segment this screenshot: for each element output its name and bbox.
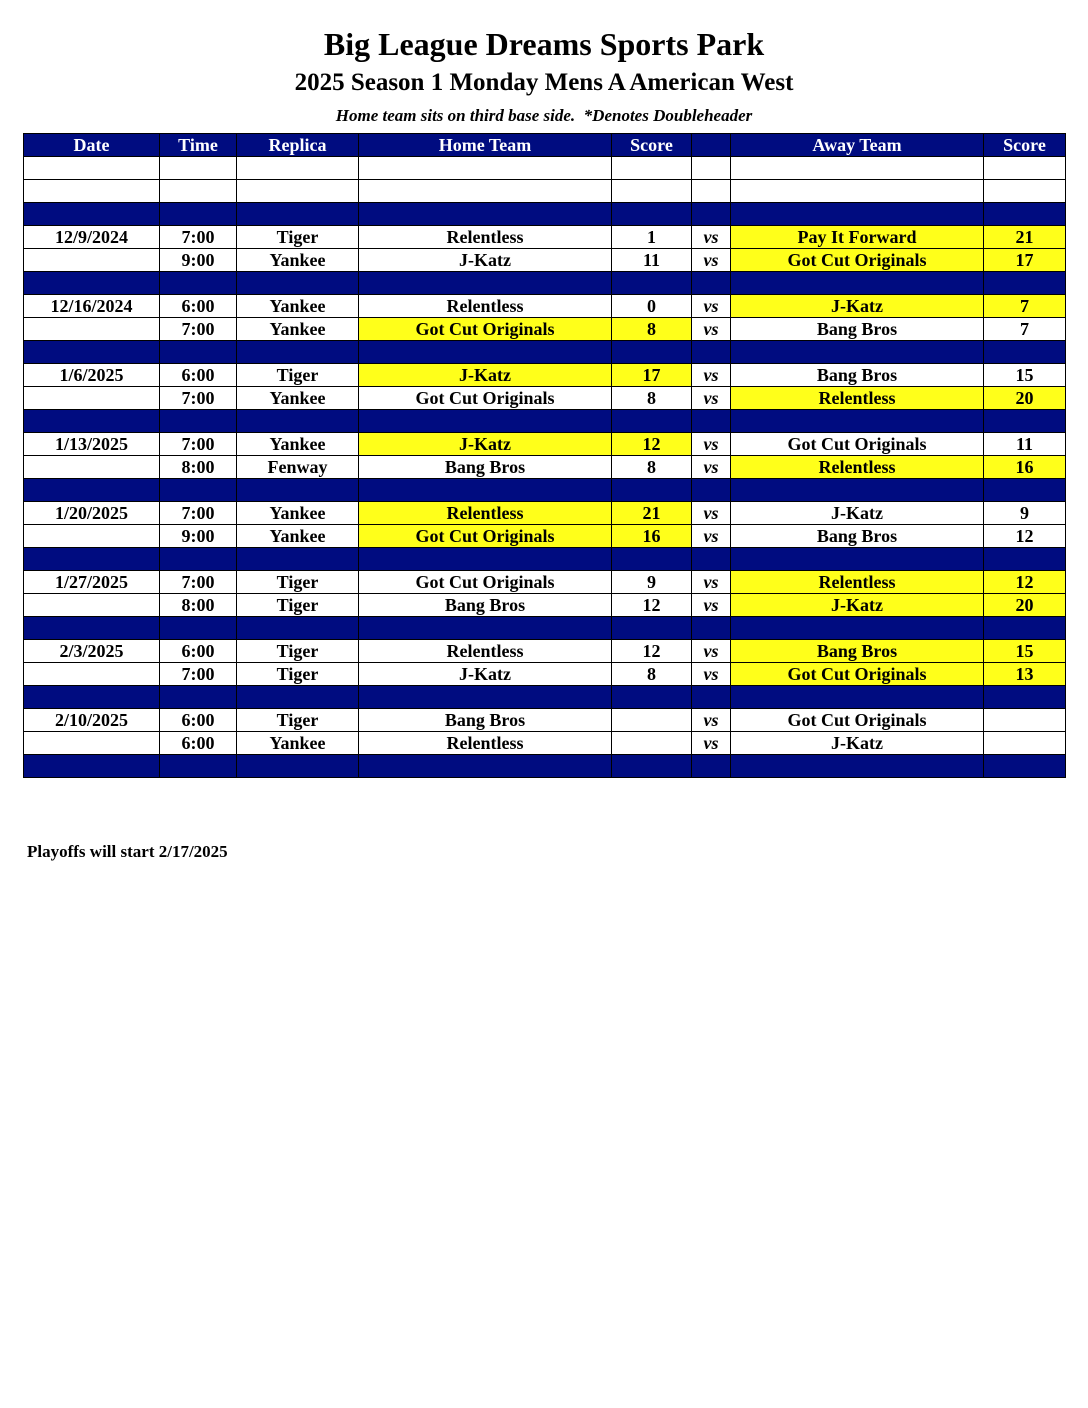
game-row [24,456,1066,479]
away-team-cell [731,272,984,295]
playoffs-note: Playoffs will start 2/17/2025 [27,842,228,861]
away-score-cell: 21 [984,226,1066,249]
away-score-cell [984,479,1066,502]
column-header-home-team: Home Team [359,134,612,157]
week-separator-row [24,341,1066,364]
vs-cell: vs [692,364,731,387]
away-score-cell: 15 [984,640,1066,663]
week-separator-row [24,272,1066,295]
date-cell: 2/3/2025 [24,640,160,663]
date-cell [24,456,160,479]
vs-cell: vs [692,387,731,410]
away-team-cell: Relentless [731,387,984,410]
away-team-cell: Relentless [731,456,984,479]
home-team-cell [359,157,612,180]
week-separator-row [24,617,1066,640]
away-team-cell [731,617,984,640]
home-score-cell: 9 [612,571,692,594]
time-cell [160,157,237,180]
away-team-cell: J-Katz [731,594,984,617]
home-team-cell: Relentless [359,226,612,249]
away-score-cell [984,341,1066,364]
away-team-cell: Bang Bros [731,640,984,663]
time-cell: 9:00 [160,525,237,548]
home-score-cell: 8 [612,456,692,479]
week-separator-row [24,686,1066,709]
time-cell [160,341,237,364]
vs-cell: vs [692,456,731,479]
vs-cell [692,410,731,433]
game-row [24,295,1066,318]
time-cell: 7:00 [160,571,237,594]
date-cell [24,157,160,180]
away-score-cell: 20 [984,594,1066,617]
home-team-cell [359,203,612,226]
date-cell [24,548,160,571]
vs-cell: vs [692,226,731,249]
game-row [24,318,1066,341]
column-header-home-score: Score [612,134,692,157]
home-team-cell [359,548,612,571]
home-score-cell: 16 [612,525,692,548]
vs-cell [692,203,731,226]
away-team-cell [731,180,984,203]
time-cell [160,203,237,226]
game-row [24,640,1066,663]
home-team-cell [359,272,612,295]
away-team-cell [731,479,984,502]
replica-cell [237,548,359,571]
vs-cell [692,157,731,180]
column-header-vs [692,134,731,157]
vs-cell [692,548,731,571]
week-separator-row [24,410,1066,433]
away-score-cell: 12 [984,571,1066,594]
time-cell [160,548,237,571]
home-score-cell [612,272,692,295]
vs-cell: vs [692,318,731,341]
home-score-cell: 1 [612,226,692,249]
away-score-cell: 17 [984,249,1066,272]
time-cell: 7:00 [160,226,237,249]
date-cell [24,387,160,410]
away-team-cell [731,157,984,180]
date-cell [24,617,160,640]
home-score-cell [612,180,692,203]
column-header-away-team: Away Team [731,134,984,157]
home-team-cell: Relentless [359,502,612,525]
home-score-cell [612,732,692,755]
time-cell: 7:00 [160,663,237,686]
away-score-cell: 9 [984,502,1066,525]
away-team-cell: Got Cut Originals [731,709,984,732]
home-team-cell [359,341,612,364]
column-header-time: Time [160,134,237,157]
home-team-cell: Relentless [359,295,612,318]
away-score-cell: 12 [984,525,1066,548]
date-cell: 2/10/2025 [24,709,160,732]
replica-cell: Yankee [237,318,359,341]
home-score-cell: 12 [612,640,692,663]
home-score-cell [612,157,692,180]
away-score-cell: 15 [984,364,1066,387]
replica-cell [237,617,359,640]
home-team-cell: J-Katz [359,663,612,686]
replica-cell: Tiger [237,663,359,686]
game-row [24,433,1066,456]
date-cell: 12/9/2024 [24,226,160,249]
date-cell [24,686,160,709]
replica-cell: Yankee [237,295,359,318]
away-team-cell [731,203,984,226]
home-team-cell: Got Cut Originals [359,387,612,410]
week-separator-row [24,203,1066,226]
home-score-cell: 8 [612,318,692,341]
game-row [24,571,1066,594]
time-cell [160,686,237,709]
home-score-cell [612,755,692,778]
home-score-cell: 0 [612,295,692,318]
vs-cell: vs [692,732,731,755]
away-score-cell [984,410,1066,433]
home-team-cell [359,479,612,502]
away-score-cell: 7 [984,295,1066,318]
home-score-cell: 8 [612,663,692,686]
away-team-cell: Pay It Forward [731,226,984,249]
home-team-cell: J-Katz [359,433,612,456]
week-separator-row [24,479,1066,502]
replica-cell [237,203,359,226]
time-cell: 6:00 [160,364,237,387]
vs-cell: vs [692,663,731,686]
vs-cell [692,180,731,203]
away-score-cell [984,732,1066,755]
home-team-cell: J-Katz [359,364,612,387]
date-cell [24,479,160,502]
home-score-cell: 8 [612,387,692,410]
replica-cell: Tiger [237,594,359,617]
replica-cell [237,686,359,709]
replica-cell: Yankee [237,249,359,272]
replica-cell: Yankee [237,732,359,755]
away-team-cell [731,686,984,709]
vs-cell [692,341,731,364]
date-cell [24,249,160,272]
replica-cell: Tiger [237,640,359,663]
replica-cell: Yankee [237,387,359,410]
home-score-cell: 12 [612,433,692,456]
column-header-date: Date [24,134,160,157]
home-team-cell: Relentless [359,640,612,663]
date-cell [24,341,160,364]
time-cell [160,479,237,502]
blank-row [24,180,1066,203]
schedule-body [24,157,1066,778]
time-cell [160,410,237,433]
vs-cell: vs [692,433,731,456]
home-score-cell [612,686,692,709]
home-team-cell [359,180,612,203]
away-team-cell: Bang Bros [731,318,984,341]
replica-cell [237,341,359,364]
time-cell: 7:00 [160,318,237,341]
home-score-cell [612,617,692,640]
home-score-cell: 17 [612,364,692,387]
replica-cell: Yankee [237,433,359,456]
vs-cell [692,755,731,778]
home-score-cell [612,479,692,502]
date-cell [24,203,160,226]
home-score-cell: 12 [612,594,692,617]
game-row [24,663,1066,686]
date-cell [24,663,160,686]
schedule-note: Home team sits on third base side. *Denotes Doubleheader [335,106,753,125]
away-score-cell [984,548,1066,571]
game-row [24,732,1066,755]
vs-cell [692,479,731,502]
date-cell [24,272,160,295]
away-team-cell [731,341,984,364]
replica-cell: Tiger [237,709,359,732]
time-cell [160,755,237,778]
away-team-cell: J-Katz [731,295,984,318]
replica-cell: Tiger [237,364,359,387]
home-score-cell [612,548,692,571]
replica-cell: Fenway [237,456,359,479]
home-score-cell: 11 [612,249,692,272]
date-cell [24,410,160,433]
away-score-cell [984,686,1066,709]
away-score-cell: 11 [984,433,1066,456]
vs-cell [692,686,731,709]
game-row [24,387,1066,410]
away-score-cell [984,755,1066,778]
date-cell [24,732,160,755]
vs-cell: vs [692,640,731,663]
away-score-cell [984,617,1066,640]
away-score-cell [984,180,1066,203]
away-team-cell [731,755,984,778]
away-team-cell: Got Cut Originals [731,249,984,272]
vs-cell: vs [692,502,731,525]
vs-cell [692,272,731,295]
blank-row [24,157,1066,180]
page-subtitle: 2025 Season 1 Monday Mens A American West [294,69,794,96]
replica-cell [237,180,359,203]
game-row [24,226,1066,249]
column-header-replica: Replica [237,134,359,157]
home-team-cell [359,755,612,778]
away-score-cell: 7 [984,318,1066,341]
home-team-cell: Got Cut Originals [359,571,612,594]
game-row [24,594,1066,617]
vs-cell: vs [692,295,731,318]
away-team-cell: Got Cut Originals [731,663,984,686]
time-cell [160,180,237,203]
game-row [24,525,1066,548]
date-cell [24,525,160,548]
time-cell: 7:00 [160,502,237,525]
week-separator-row [24,548,1066,571]
date-cell: 1/27/2025 [24,571,160,594]
date-cell: 1/6/2025 [24,364,160,387]
replica-cell: Tiger [237,226,359,249]
week-separator-row [24,755,1066,778]
date-cell [24,318,160,341]
home-team-cell [359,617,612,640]
vs-cell: vs [692,525,731,548]
game-row [24,502,1066,525]
vs-cell: vs [692,249,731,272]
home-score-cell [612,709,692,732]
away-team-cell: J-Katz [731,502,984,525]
away-team-cell: J-Katz [731,732,984,755]
away-score-cell: 20 [984,387,1066,410]
away-team-cell: Bang Bros [731,525,984,548]
replica-cell [237,272,359,295]
home-team-cell [359,686,612,709]
replica-cell [237,479,359,502]
away-score-cell [984,157,1066,180]
page-title: Big League Dreams Sports Park [323,26,765,62]
time-cell: 6:00 [160,732,237,755]
away-score-cell: 16 [984,456,1066,479]
time-cell: 8:00 [160,456,237,479]
time-cell: 7:00 [160,433,237,456]
time-cell [160,617,237,640]
home-team-cell: Bang Bros [359,594,612,617]
away-team-cell: Got Cut Originals [731,433,984,456]
time-cell: 8:00 [160,594,237,617]
replica-cell: Yankee [237,502,359,525]
home-team-cell: Got Cut Originals [359,525,612,548]
away-score-cell [984,709,1066,732]
time-cell: 6:00 [160,709,237,732]
home-team-cell: Bang Bros [359,456,612,479]
home-score-cell: 21 [612,502,692,525]
vs-cell [692,617,731,640]
away-team-cell: Relentless [731,571,984,594]
date-cell: 1/13/2025 [24,433,160,456]
date-cell: 1/20/2025 [24,502,160,525]
game-row [24,709,1066,732]
date-cell [24,180,160,203]
replica-cell [237,157,359,180]
game-row [24,364,1066,387]
away-team-cell [731,548,984,571]
home-team-cell [359,410,612,433]
game-row [24,249,1066,272]
home-team-cell: J-Katz [359,249,612,272]
replica-cell [237,410,359,433]
time-cell: 6:00 [160,295,237,318]
time-cell: 9:00 [160,249,237,272]
away-team-cell: Bang Bros [731,364,984,387]
vs-cell: vs [692,594,731,617]
away-score-cell [984,272,1066,295]
home-team-cell: Bang Bros [359,709,612,732]
away-team-cell [731,410,984,433]
time-cell: 7:00 [160,387,237,410]
date-cell [24,594,160,617]
column-header-away-score: Score [984,134,1066,157]
date-cell: 12/16/2024 [24,295,160,318]
vs-cell: vs [692,709,731,732]
replica-cell: Tiger [237,571,359,594]
home-team-cell: Got Cut Originals [359,318,612,341]
time-cell [160,272,237,295]
home-score-cell [612,410,692,433]
replica-cell [237,755,359,778]
replica-cell: Yankee [237,525,359,548]
home-score-cell [612,341,692,364]
schedule-table [23,133,1066,778]
home-team-cell: Relentless [359,732,612,755]
away-score-cell [984,203,1066,226]
home-score-cell [612,203,692,226]
vs-cell: vs [692,571,731,594]
date-cell [24,755,160,778]
header-row [24,134,1066,157]
away-score-cell: 13 [984,663,1066,686]
time-cell: 6:00 [160,640,237,663]
